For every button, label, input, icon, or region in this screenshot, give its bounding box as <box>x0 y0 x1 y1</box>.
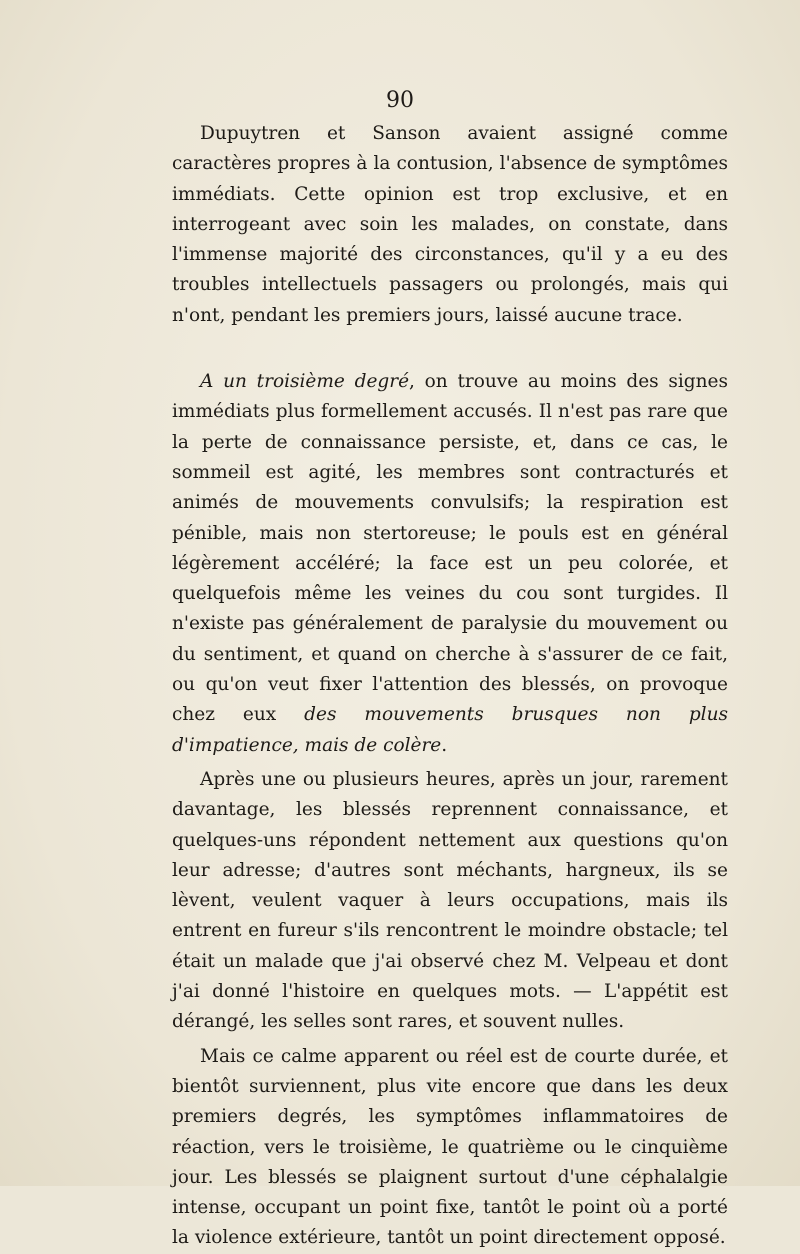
page-number: 90 <box>386 88 414 113</box>
body-text <box>172 119 728 1254</box>
paragraph-4: Mais ce calme apparent ou réel est de courte durée, et bientôt surviennent, plus vite encore que dans les deux premiers degrés, les symptômes inflammatoires de réaction, vers le troisième, le quatrième ou le cinquième jour. Les blessés se plaignent surtout d'une céphalalgie intense, occupant un point fixe, tantôt le point où a porté la violence extérieure, tantôt un point directement opposé. <box>172 1045 728 1249</box>
paragraph-gap <box>172 331 728 367</box>
paragraph-2-italic-tail: des mouvements brusques non plus d'impatience, mais de colère <box>172 704 728 756</box>
paragraph-2-end: . <box>441 734 448 756</box>
paragraph-3: Après une ou plusieurs heures, après un jour, rarement davantage, les blessés reprennent connaissance, et quelques-uns répondent nettement aux questions qu'on leur adresse; d'autres sont méchants, hargneux, ils se lèvent, veulent vaquer à leurs occupations, mais ils entrent en fureur s'ils rencontrent le moindre obstacle; tel était un malade que j'ai observé chez M. Velpeau et dont j'ai donné l'histoire en quelques mots. — L'appétit est dérangé, les selles sont rares, et souvent nulles. <box>172 768 728 1033</box>
paragraph-1: Dupuytren et Sanson avaient assigné comme caractères propres à la contusion, l'absence de symptômes immédiats. Cette opinion est trop exclusive, et en interrogeant avec soin les malades, on constate, dans l'immense majorité des circonstances, qu'il y a eu des troubles intellectuels passagers ou prolongés, mais qui n'ont, pendant les premiers jours, laissé aucune trace. <box>172 123 728 326</box>
paragraph-2-italic-lead: A un troisième degré <box>200 371 410 393</box>
paragraph-2-body: , on trouve au moins des signes immédiats plus formellement accusés. Il n'est pas rare que la perte de connaissance persiste, et, dans ce cas, le sommeil est agité, les membres sont contracturés et animés de mouvements convulsifs; la respiration est pénible, mais non stertoreuse; le pouls est en général légèrement accéléré; la face est un peu colorée, et quelquefois même les veines du cou sont turgides. Il n'existe pas généralement de paralysie du mouvement ou du sentiment, et quand on cherche à s'assurer de ce fait, ou qu'on veut fixer l'attention des blessés, on provoque chez eux <box>172 371 728 726</box>
paragraph-2 <box>172 367 728 761</box>
